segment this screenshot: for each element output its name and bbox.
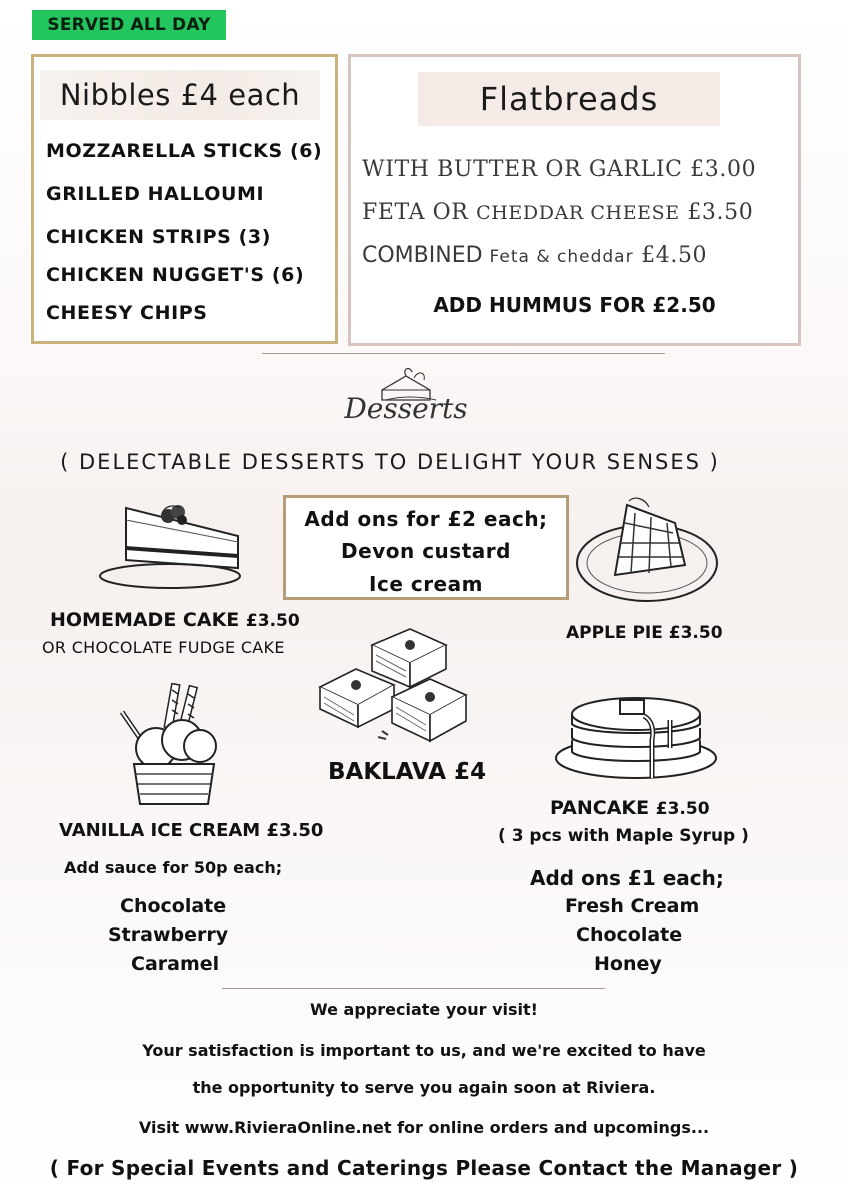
desserts-logo xyxy=(340,366,472,438)
flatbreads-title: Flatbreads xyxy=(479,80,659,118)
footer-website: Visit www.RivieraOnline.net for online orders and upcomings... xyxy=(138,1118,710,1137)
nibbles-item: GRILLED HALLOUMI xyxy=(46,183,265,205)
sauce-caramel: Caramel xyxy=(131,953,220,975)
pancake-addon-fresh-cream: Fresh Cream xyxy=(565,895,700,917)
pancake-label xyxy=(550,797,710,819)
pancake-sub: ( 3 pcs with Maple Syrup ) xyxy=(498,826,749,846)
nibbles-title: Nibbles £4 each xyxy=(59,78,301,112)
pancake-addons-heading: Add ons £1 each; xyxy=(530,866,724,890)
apple-pie-icon xyxy=(575,493,720,608)
flatbread-line-text: COMBINED xyxy=(362,243,490,268)
sauce-chocolate: Chocolate xyxy=(120,895,227,917)
baklava-icon xyxy=(312,625,472,750)
desserts-logo-text: Desserts xyxy=(344,392,468,425)
baklava-label: BAKLAVA £4 xyxy=(328,759,487,785)
addon-ice-cream: Ice cream xyxy=(369,572,483,596)
pancake-stack-icon xyxy=(554,686,718,786)
add-hummus-note: ADD HUMMUS FOR £2.50 xyxy=(433,293,716,317)
divider xyxy=(262,353,665,354)
nibbles-item: CHICKEN NUGGET'S (6) xyxy=(46,264,305,286)
flatbread-line-text: FETA OR xyxy=(362,200,477,225)
pancake-price: £3.50 xyxy=(655,799,710,819)
flatbread-line-feta-cheddar xyxy=(362,200,753,225)
nibbles-item: CHEESY CHIPS xyxy=(46,302,208,324)
flatbread-line-price: £3.50 xyxy=(679,200,754,225)
footer-satisfaction: Your satisfaction is important to us, and we're excited to have xyxy=(142,1041,706,1060)
flatbread-line-price: £4.50 xyxy=(633,243,708,268)
ice-cream-cup-icon xyxy=(118,680,224,810)
homemade-cake-sub: OR CHOCOLATE FUDGE CAKE xyxy=(42,638,285,657)
footer-thanks: We appreciate your visit! xyxy=(310,1000,538,1019)
homemade-cake-price: £3.50 xyxy=(245,611,300,631)
homemade-cake-label xyxy=(50,609,300,631)
homemade-cake-name: HOMEMADE CAKE xyxy=(50,609,240,631)
flatbread-line-text: CHEDDAR CHEESE xyxy=(476,202,680,224)
addon-devon-custard: Devon custard xyxy=(341,539,511,563)
pancake-name: PANCAKE xyxy=(550,797,650,819)
flatbread-line-text: Feta & cheddar xyxy=(489,247,634,267)
nibbles-item: MOZZARELLA STICKS (6) xyxy=(46,140,323,162)
flatbread-line-butter-garlic: WITH BUTTER OR GARLIC £3.00 xyxy=(362,157,757,182)
served-all-day-badge: SERVED ALL DAY xyxy=(32,10,226,40)
apple-pie-label: APPLE PIE £3.50 xyxy=(566,623,723,643)
sauce-strawberry: Strawberry xyxy=(108,924,229,946)
sauce-heading: Add sauce for 50p each; xyxy=(64,858,283,877)
desserts-subtitle: ( DELECTABLE DESSERTS TO DELIGHT YOUR SENSES ) xyxy=(60,450,720,474)
cheesecake-icon xyxy=(98,490,244,590)
flatbread-line-combined xyxy=(362,243,707,268)
divider xyxy=(222,988,605,989)
pancake-addon-honey: Honey xyxy=(594,953,662,975)
footer-contact-manager: ( For Special Events and Caterings Please Contact the Manager ) xyxy=(49,1156,799,1180)
nibbles-item: CHICKEN STRIPS (3) xyxy=(46,226,272,248)
vanilla-ice-cream-label: VANILLA ICE CREAM £3.50 xyxy=(59,820,324,841)
pancake-addon-chocolate: Chocolate xyxy=(576,924,683,946)
addons-two-heading: Add ons for £2 each; xyxy=(304,507,548,531)
footer-opportunity: the opportunity to serve you again soon at Riviera. xyxy=(192,1078,656,1097)
